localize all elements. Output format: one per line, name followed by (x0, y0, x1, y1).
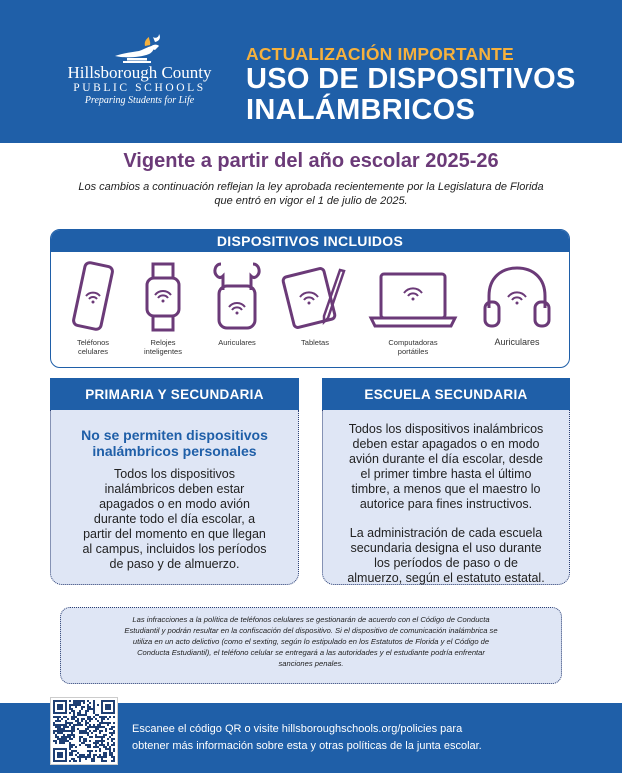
lamp-of-learning-icon (109, 34, 171, 64)
device-label-2b: inteligentes (144, 347, 182, 356)
high-school-section-title: ESCUELA SECUNDARIA (322, 378, 570, 410)
earbuds-icon (207, 260, 267, 334)
primary-body-line: de paso y de almuerzo. (109, 557, 240, 571)
high-body-line: secundaria designa el uso durante (350, 541, 542, 555)
title-line-1: USO DE DISPOSITIVOS (246, 63, 576, 95)
notice-line: Conducta Estudiantil), el teléfono celular se entregará a las autoridades y el estudiante podría enfrentar (137, 648, 485, 657)
primary-body-line: partir del momento en que llegan (83, 527, 266, 541)
primary-section-title: PRIMARIA Y SECUNDARIA (50, 378, 299, 410)
device-label-6: Auriculares (494, 337, 540, 347)
devices-title: DISPOSITIVOS INCLUIDOS (51, 230, 569, 252)
qr-code[interactable] (50, 697, 118, 765)
page-title (246, 64, 576, 126)
device-smartwatch (131, 260, 195, 356)
device-label-5b: portátiles (397, 347, 429, 356)
high-body-line: La administración de cada escuela (349, 526, 543, 540)
title-line-2: INALÁMBRICOS (246, 94, 476, 126)
effective-date-heading: Vigente a partir del año escolar 2025-26 (123, 150, 499, 172)
high-body-line: Todos los dispositivos inalámbricos (348, 422, 544, 436)
device-label-2a: Relojes (150, 338, 176, 347)
primary-body-line: apagados o en modo avión (99, 497, 250, 511)
header-kicker: ACTUALIZACIÓN IMPORTANTE (246, 44, 514, 64)
intro-text (40, 180, 582, 208)
primary-subheading (51, 427, 298, 459)
logo-public-schools: PUBLIC SCHOOLS (73, 82, 206, 94)
tablet-icon (280, 260, 350, 334)
device-headphones (475, 260, 559, 347)
violations-notice (60, 607, 562, 684)
primary-sub-line-1: No se permiten dispositivos (81, 427, 268, 443)
intro-line-2: que entró en vigor el 1 de julio de 2025. (214, 195, 408, 207)
high-body-line: avión durante el día escolar, desde (349, 452, 543, 466)
primary-sub-line-2: inalámbricos personales (92, 443, 257, 459)
devices-included-box (50, 229, 570, 368)
footer-line-2: obtener más información sobre esta y otras políticas de la junta escolar. (132, 740, 482, 752)
device-label-3: Auriculares (218, 338, 256, 347)
notice-line: utiliza en un acto delictivo (como el sexting, según lo estipulado en los Estatutos de Florida y el Código de (132, 637, 490, 646)
high-school-body-2 (323, 526, 569, 586)
primary-body-line: Todos los dispositivos (114, 467, 235, 481)
logo-district-name: Hillsborough County (67, 63, 212, 82)
primary-body-line: durante todo el día escolar, a (93, 512, 256, 526)
district-logo (52, 34, 227, 124)
header-banner (0, 0, 622, 143)
device-cell-phone (57, 260, 129, 356)
high-body-line: los períodos de paso o de (374, 556, 518, 570)
high-school-body-1 (323, 422, 569, 512)
device-label-1b: celulares (77, 347, 108, 356)
device-laptop (363, 260, 463, 356)
qr-code-icon (51, 698, 117, 764)
footer-line-1: Escanee el código QR o visite hillsboroughschools.org/policies para (132, 723, 463, 735)
device-tablet (275, 260, 355, 347)
cell-phone-icon (69, 260, 117, 334)
notice-line: Las infracciones a la política de teléfonos celulares se gestionarán de acuerdo con el Código de Conducta (132, 615, 490, 624)
high-body-line: almuerzo, según el estatuto estatal. (347, 571, 545, 585)
primary-section-card (50, 410, 299, 585)
high-body-line: deben estar apagados o en modo (352, 437, 540, 451)
logo-slogan: Preparing Students for Life (84, 95, 195, 106)
primary-body-line: inalámbricos deben estar (104, 482, 245, 496)
intro-line-1: Los cambios a continuación reflejan la ley aprobada recientemente por la Legislatura de Florida (78, 181, 544, 193)
primary-body (51, 467, 298, 572)
high-body-line: timbre, a menos que el maestro lo (351, 482, 541, 496)
laptop-icon (367, 260, 459, 334)
headphones-icon (479, 260, 555, 334)
footer-text (132, 721, 602, 755)
smartwatch-icon (141, 260, 185, 334)
high-body-line: el primer timbre hasta el último (360, 467, 532, 481)
notice-line: sanciones penales. (278, 659, 344, 668)
notice-line: Estudiantil y podrán resultar en la confiscación del dispositivo. Si el dispositivo de comunicación inalámbrica se (124, 626, 498, 635)
device-earbuds (201, 260, 273, 347)
device-label-1a: Teléfonos (76, 338, 110, 347)
device-label-5a: Computadoras (388, 338, 438, 347)
primary-body-line: al campus, incluidos los períodos (82, 542, 267, 556)
high-school-section-card (322, 410, 570, 585)
device-label-4: Tabletas (301, 338, 329, 347)
high-body-line: autorice para fines instructivos. (359, 497, 533, 511)
